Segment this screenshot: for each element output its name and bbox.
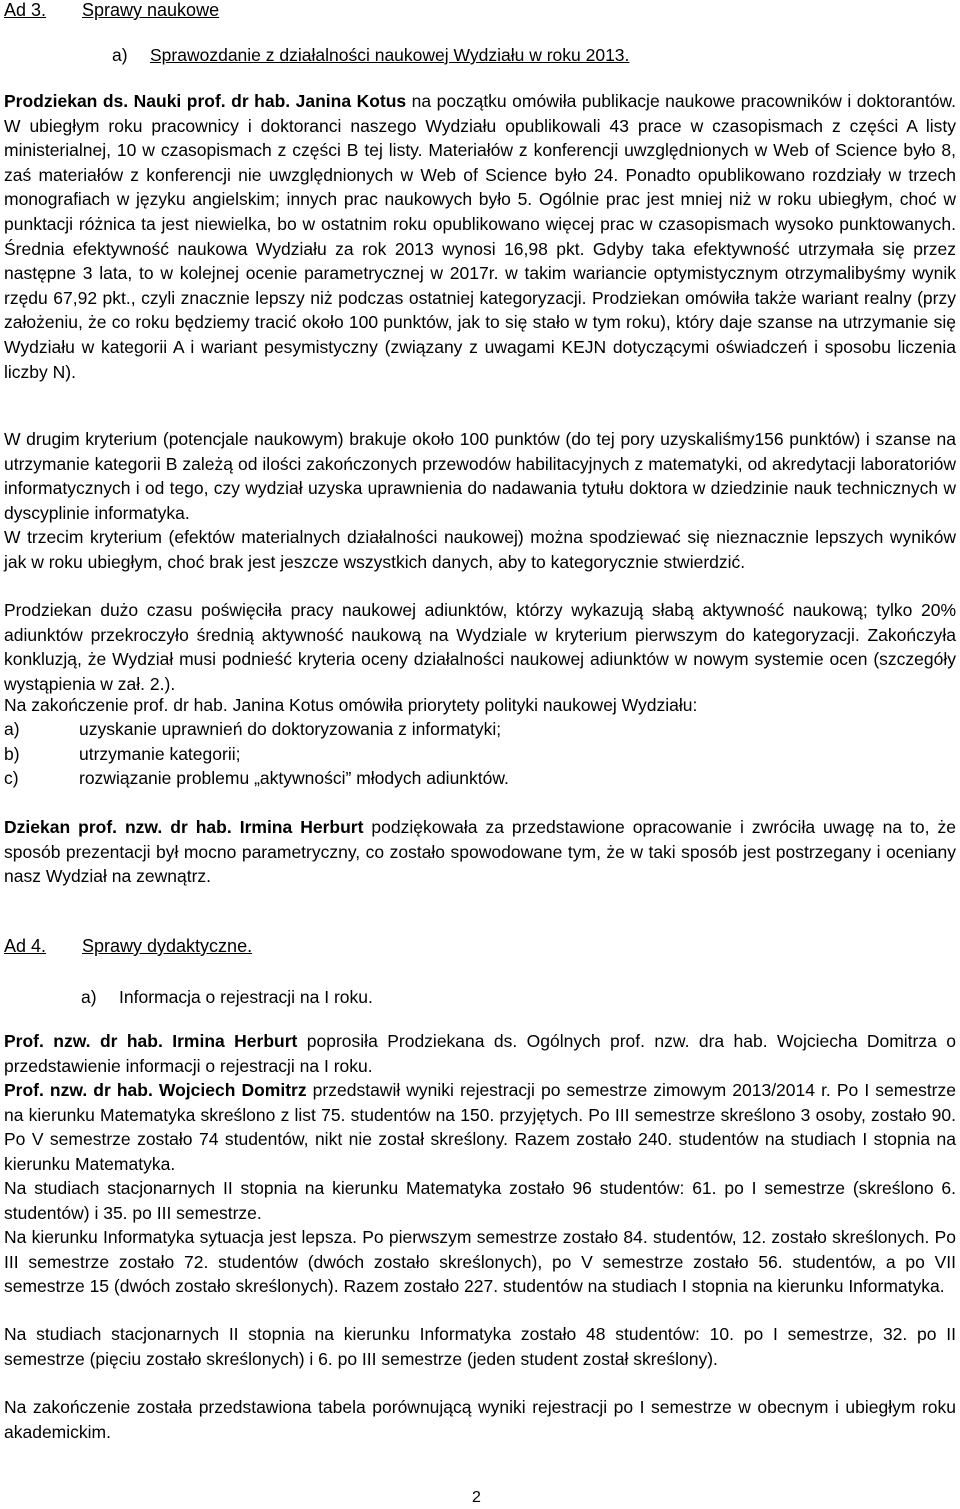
section-4-sub-label: a)	[81, 987, 97, 1007]
section-4-subheading	[81, 986, 373, 1008]
section-4-paragraph-2	[4, 1078, 956, 1176]
section-3-paragraph-3: W trzecim kryterium (efektów materialnych działalności naukowej) można spodziewać się nieznacznie lepszych wyników jak w roku ubiegłym, choć brak jest jeszcze wszystkich danych, aby to kategorycznie stwierdzić.	[4, 527, 956, 572]
section-3-sub-title: Sprawozdanie z działalności naukowej Wydziału w roku 2013.	[150, 45, 630, 65]
list-item-text: rozwiązanie problemu „aktywności” młodych adiunktów.	[79, 768, 509, 789]
section-3-sub-label: a)	[112, 45, 128, 65]
section-3-paragraph-1	[4, 89, 956, 384]
section-4-paragraph-6: Na zakończenie została przedstawiona tabela porównującą wyniki rejestracji po I semestrze w obecnym i ubiegłym roku akademickim.	[4, 1397, 956, 1442]
section-4-paragraph-4: Na kierunku Informatyka sytuacja jest lepsza. Po pierwszym semestrze zostało 84. studentów, 12. zostało skreślonych. Po III semestrze zostało 72. studentów (dwóch zostało skreślonych), po V semestrze zostało 56. studentów, a po VII semestrze 15 (dwóch zostało skreślonych). Razem zostało 227. studentów na studiach I stopnia na kierunku Informatyka.	[4, 1227, 956, 1297]
speaker-herburt: Prof. nzw. dr hab. Irmina Herburt	[4, 1031, 298, 1051]
page-number: 2	[472, 1489, 481, 1506]
list-item	[4, 766, 956, 791]
section-3-heading	[4, 0, 219, 21]
list-item-label: b)	[4, 743, 20, 764]
section-3-paragraph-2: W drugim kryterium (potencjale naukowym) brakuje około 100 punktów (do tej pory uzyskaliśmy156 punktów) i szanse na utrzymanie kategorii B zależą od ilości zakończonych przewodów habilitacyjnych z matematyki, od akredytacji laboratoriów informatycznych i od tego, czy wydział uzyska uprawnienia do nadawania tytułu doktora w dziedzinie nauk technicznych w dyscyplinie informatyka.	[4, 429, 956, 523]
list-item	[4, 717, 956, 742]
section-4-number: Ad 4.	[4, 936, 47, 956]
section-4-paragraph-5: Na studiach stacjonarnych II stopnia na kierunku Informatyka zostało 48 studentów: 10. po I semestrze, 32. po II semestrze (pięciu zostało skreślonych) i 6. po III semestrze (jeden student został skreślony).	[4, 1324, 956, 1369]
paragraph-text: na początku omówiła publikacje naukowe pracowników i doktorantów. W ubiegłym roku pracownicy i doktoranci naszego Wydziału opublikowali 43 prace w czasopismach z części A listy ministerialnej, 10 w czasopismach z części B tej listy. Materiałów z konferencji uwzględnionych w Web of Science było 8, zaś materiałów z konferencji nie uwzględnionych w Web of Science było 24. Ponadto opublikowano rozdziały w trzech monografiach w języku angielskim; innych prac naukowych było 5. Ogólnie prac jest mniej niż w roku ubiegłym, choć w punktacji różnica ta jest niewielka, bo w ostatnim roku opublikowano więcej prac w czasopismach wysoko punktowanych. Średnia efektywność naukowa Wydziału za rok 2013 wynosi 16,98 pkt. Gdyby taka efektywność utrzymała się przez następne 3 lata, to w kolejnej ocenie parametrycznej w 2017r. w takim wariancie optymistycznym otrzymalibyśmy wynik rzędu 67,92 pkt., czyli znacznie lepszy niż podczas ostatniej kategoryzacji. Prodziekan omówiła także wariant realny (przy założeniu, że co roku będziemy tracić około 100 punktów, jak to się stało w tym roku), który daje szanse na utrzymanie się Wydziału w kategorii A i wariant pesymistyczny (związany z uwagami KEJN dotyczącymi oświadczeń i sposobu liczenia liczby N).	[4, 91, 956, 382]
section-3-subheading	[112, 44, 629, 66]
paragraph-text: poprosiła Prodziekana ds. Ogólnych prof. nzw. dra hab. Wojciecha Domitrza o przedstawienie informacji o rejestracji na I roku.	[4, 1031, 956, 1076]
section-3-paragraph-6	[4, 815, 956, 889]
list-item-label: c)	[4, 768, 19, 789]
section-4-paragraph-1	[4, 1029, 956, 1078]
section-3-number: Ad 3.	[4, 0, 47, 20]
list-item-text: uzyskanie uprawnień do doktoryzowania z informatyki;	[79, 719, 502, 739]
section-3-paragraph-4: Prodziekan dużo czasu poświęciła pracy naukowej adiunktów, którzy wykazują słabą aktywność naukową; tylko 20% adiunktów przekroczyło średnią aktywność naukową na Wydziale w kryterium pierwszym do kategoryzacji. Zakończyła konkluzją, że Wydział musi podnieść kryteria oceny działalności naukowej adiunktów w nowym systemie ocen (szczegóły wystąpienia w zał. 2.).	[4, 600, 956, 694]
paragraph-text: podziękowała za przedstawione opracowanie i zwróciła uwagę na to, że sposób prezentacji był mocno parametryczny, co zostało spowodowane tym, że w taki sposób jest postrzegany i oceniany nasz Wydział na zewnątrz.	[4, 817, 956, 887]
list-item-label: a)	[4, 719, 20, 739]
section-4-title: Sprawy dydaktyczne.	[82, 936, 253, 956]
paragraph-text: przedstawił wyniki rejestracji po semestrze zimowym 2013/2014 r. Po I semestrze na kierunku Matematyka skreślono z list 75. studentów na 150. przyjętych. Po III semestrze skreślono 3 osoby, zostało 90. Po V semestrze zostało 74 studentów, nikt nie został skreślony. Razem zostało 240. studentów na studiach I stopnia na kierunku Matematyka.	[4, 1080, 956, 1174]
list-item-text: utrzymanie kategorii;	[79, 743, 241, 764]
speaker-prodziekan-nauki: Prodziekan ds. Nauki prof. dr hab. Janina Kotus	[4, 91, 407, 111]
speaker-domitrz: Prof. nzw. dr hab. Wojciech Domitrz	[4, 1080, 307, 1100]
speaker-dziekan: Dziekan prof. nzw. dr hab. Irmina Herburt	[4, 817, 364, 837]
priorities-list	[4, 717, 956, 791]
section-4-sub-title: Informacja o rejestracji na I roku.	[119, 987, 373, 1007]
section-3-paragraph-5: Na zakończenie prof. dr hab. Janina Kotus omówiła priorytety polityki naukowej Wydziału:	[4, 695, 698, 715]
list-item	[4, 742, 956, 767]
section-3-title: Sprawy naukowe	[82, 0, 220, 20]
section-4-heading	[4, 935, 252, 957]
section-4-paragraph-3: Na studiach stacjonarnych II stopnia na kierunku Matematyka zostało 96 studentów: 61. po I semestrze (skreślono 6. studentów) i 35. po III semestrze.	[4, 1178, 956, 1223]
